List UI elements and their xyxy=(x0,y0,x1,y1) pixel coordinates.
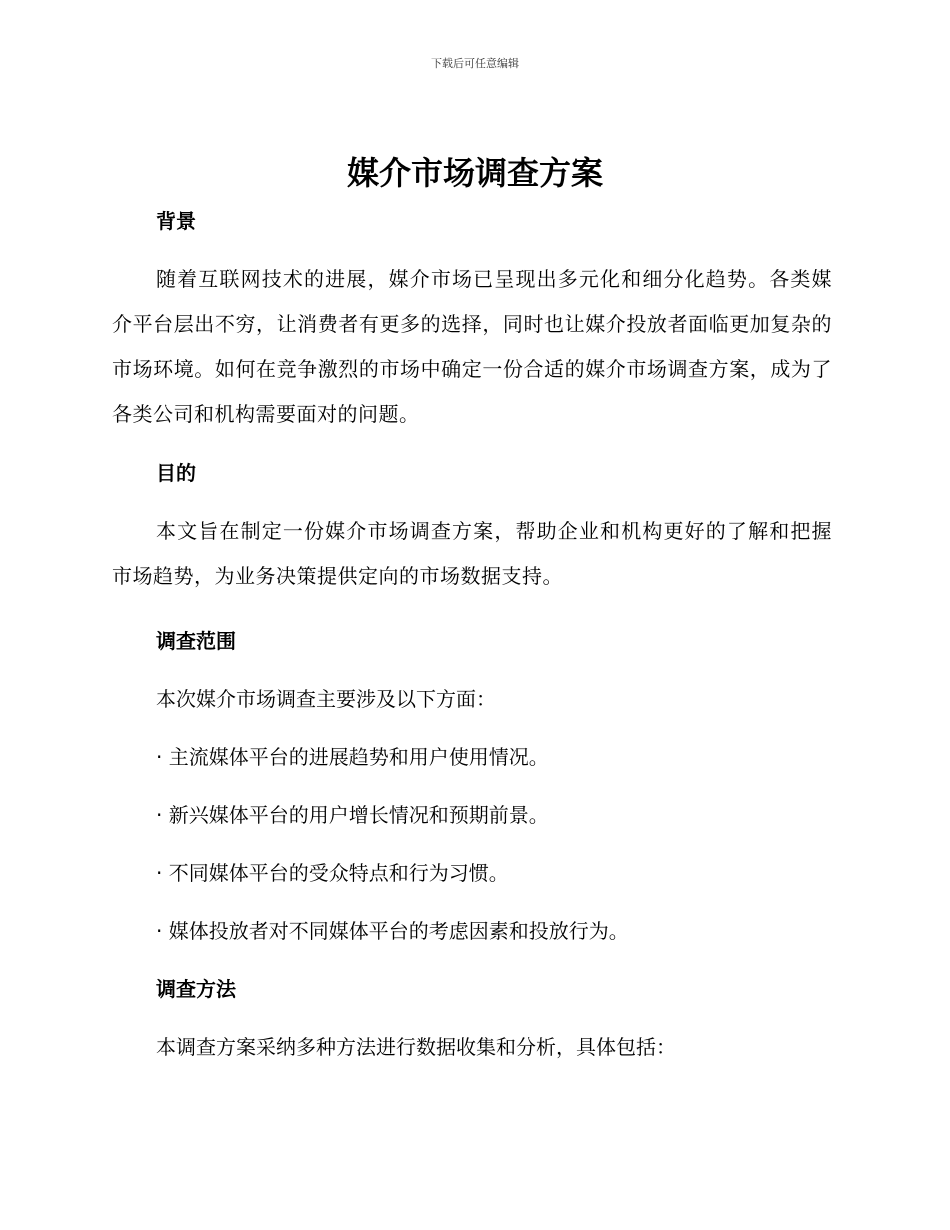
document-body xyxy=(112,205,832,1063)
list-item: · 不同媒体平台的受众特点和行为习惯。 xyxy=(156,861,509,885)
scope-intro: 本次媒介市场调查主要涉及以下方面： xyxy=(156,687,496,711)
document-title: 媒介市场调查方案 xyxy=(346,154,603,192)
paragraph-purpose: 本文旨在制定一份媒介市场调查方案，帮助企业和机构更好的了解和把握市场趋势，为业务决策提供定向的市场数据支持。 xyxy=(112,519,832,588)
method-intro: 本调查方案采纳多种方法进行数据收集和分析，具体包括： xyxy=(156,1035,676,1059)
list-item: · 主流媒体平台的进展趋势和用户使用情况。 xyxy=(156,745,549,769)
section-heading-background: 背景 xyxy=(156,209,196,233)
paragraph-background: 随着互联网技术的进展，媒介市场已呈现出多元化和细分化趋势。各类媒介平台层出不穷，让消费者有更多的选择，同时也让媒介投放者面临更加复杂的市场环境。如何在竞争激烈的市场中确定一份合适的媒介市场调查方案，成为了各类公司和机构需要面对的问题。 xyxy=(112,267,832,426)
section-heading-method: 调查方法 xyxy=(156,977,236,1001)
section-heading-purpose: 目的 xyxy=(156,461,196,485)
list-item: · 新兴媒体平台的用户增长情况和预期前景。 xyxy=(156,803,549,827)
list-item: · 媒体投放者对不同媒体平台的考虑因素和投放行为。 xyxy=(156,919,629,943)
section-heading-scope: 调查范围 xyxy=(156,629,236,653)
header-note: 下载后可任意编辑 xyxy=(431,57,519,70)
